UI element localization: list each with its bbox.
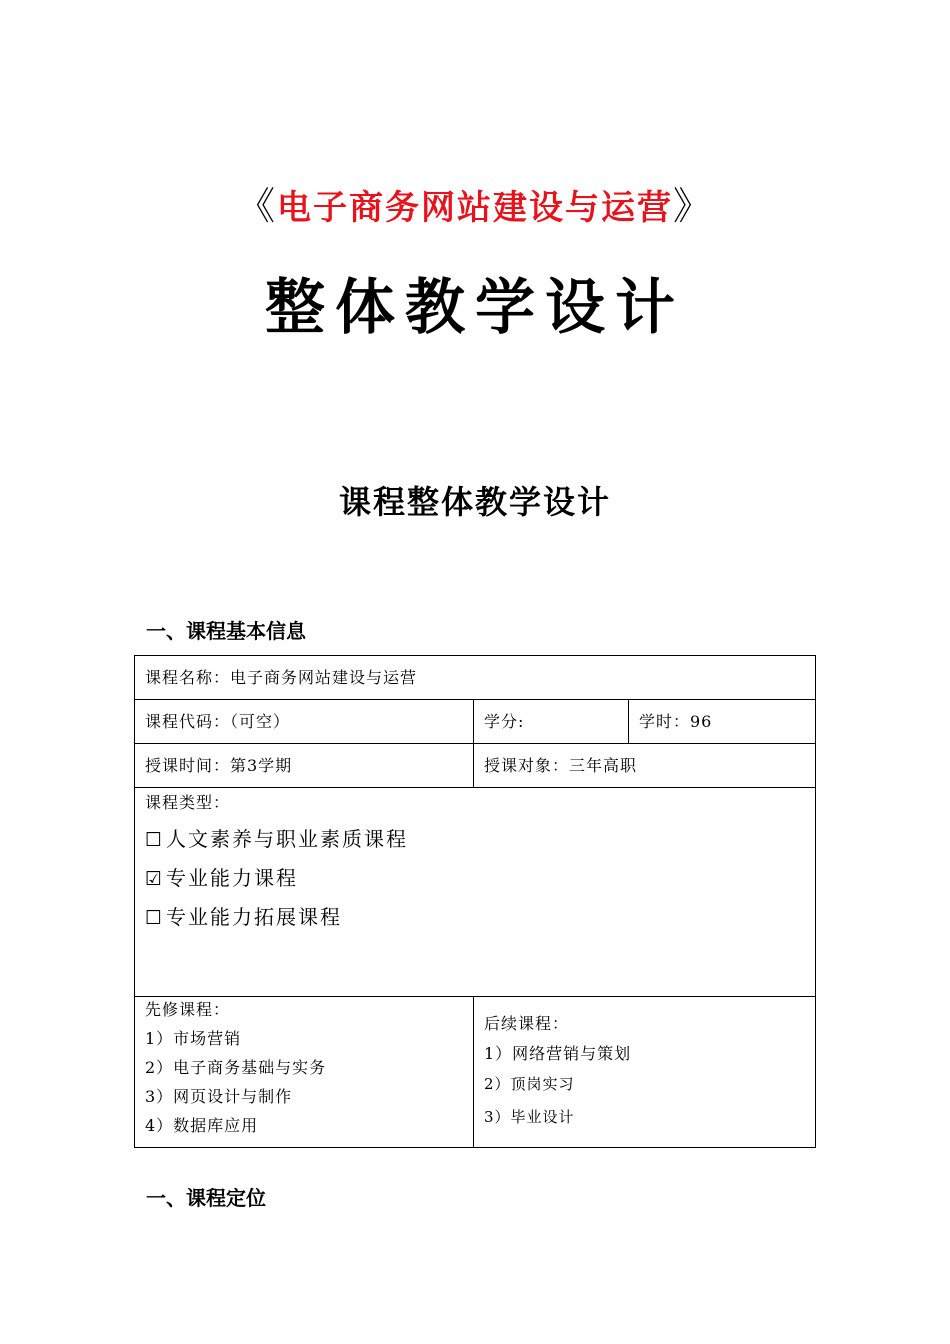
followup-item: 2）顶岗实习 [484,1075,575,1093]
audience-cell: 授课对象：三年高职 [474,744,816,788]
title-bracket-close: 》 [673,184,714,228]
prereq-label: 先修课程： [145,1000,231,1019]
course-type-label: 课程类型： [145,793,231,812]
hours-cell: 学时：96 [629,700,816,744]
main-title: 整体教学设计 [265,273,685,343]
table-row [135,700,816,744]
section-heading-positioning: 一、课程定位 [146,1186,266,1210]
credits-cell: 学分: [474,700,629,744]
course-type-option-label: 专业能力拓展课程 [166,905,343,929]
table-row [135,744,816,788]
course-title: 电子商务网站建设与运营 [277,188,673,228]
table-row [135,656,816,700]
table-row [135,997,816,1148]
course-info-table [134,655,816,1148]
course-type-option-label: 专业能力课程 [166,866,299,890]
course-type-cell [135,788,816,997]
course-type-option [145,904,815,931]
course-type-option [145,826,815,853]
sub-title: 课程整体教学设计 [338,483,611,521]
table-row [135,788,816,997]
checkbox-empty-icon: ☐ [145,907,165,929]
checkbox-checked-icon: ☑ [145,868,165,890]
prereq-item: 4）数据库应用 [145,1116,259,1135]
course-code-cell: 课程代码：（可空） [135,700,474,744]
prereq-item: 3）网页设计与制作 [145,1087,293,1106]
course-title-line [0,176,950,238]
followup-item: 3）毕业设计 [484,1108,575,1126]
course-type-option [145,865,815,892]
section-heading-basic-info: 一、课程基本信息 [146,619,306,643]
followup-cell [474,997,816,1148]
prereq-cell [135,997,474,1148]
title-bracket-open: 《 [236,184,277,228]
checkbox-empty-icon: ☐ [145,829,165,851]
term-cell: 授课时间：第3学期 [135,744,474,788]
followup-label: 后续课程： [484,1014,570,1033]
course-name-cell: 课程名称：电子商务网站建设与运营 [135,656,816,700]
prereq-item: 2）电子商务基础与实务 [145,1058,327,1077]
prereq-item: 1）市场营销 [145,1029,242,1048]
followup-item: 1）网络营销与策划 [484,1044,632,1063]
course-type-option-label: 人文素养与职业素质课程 [166,827,409,851]
